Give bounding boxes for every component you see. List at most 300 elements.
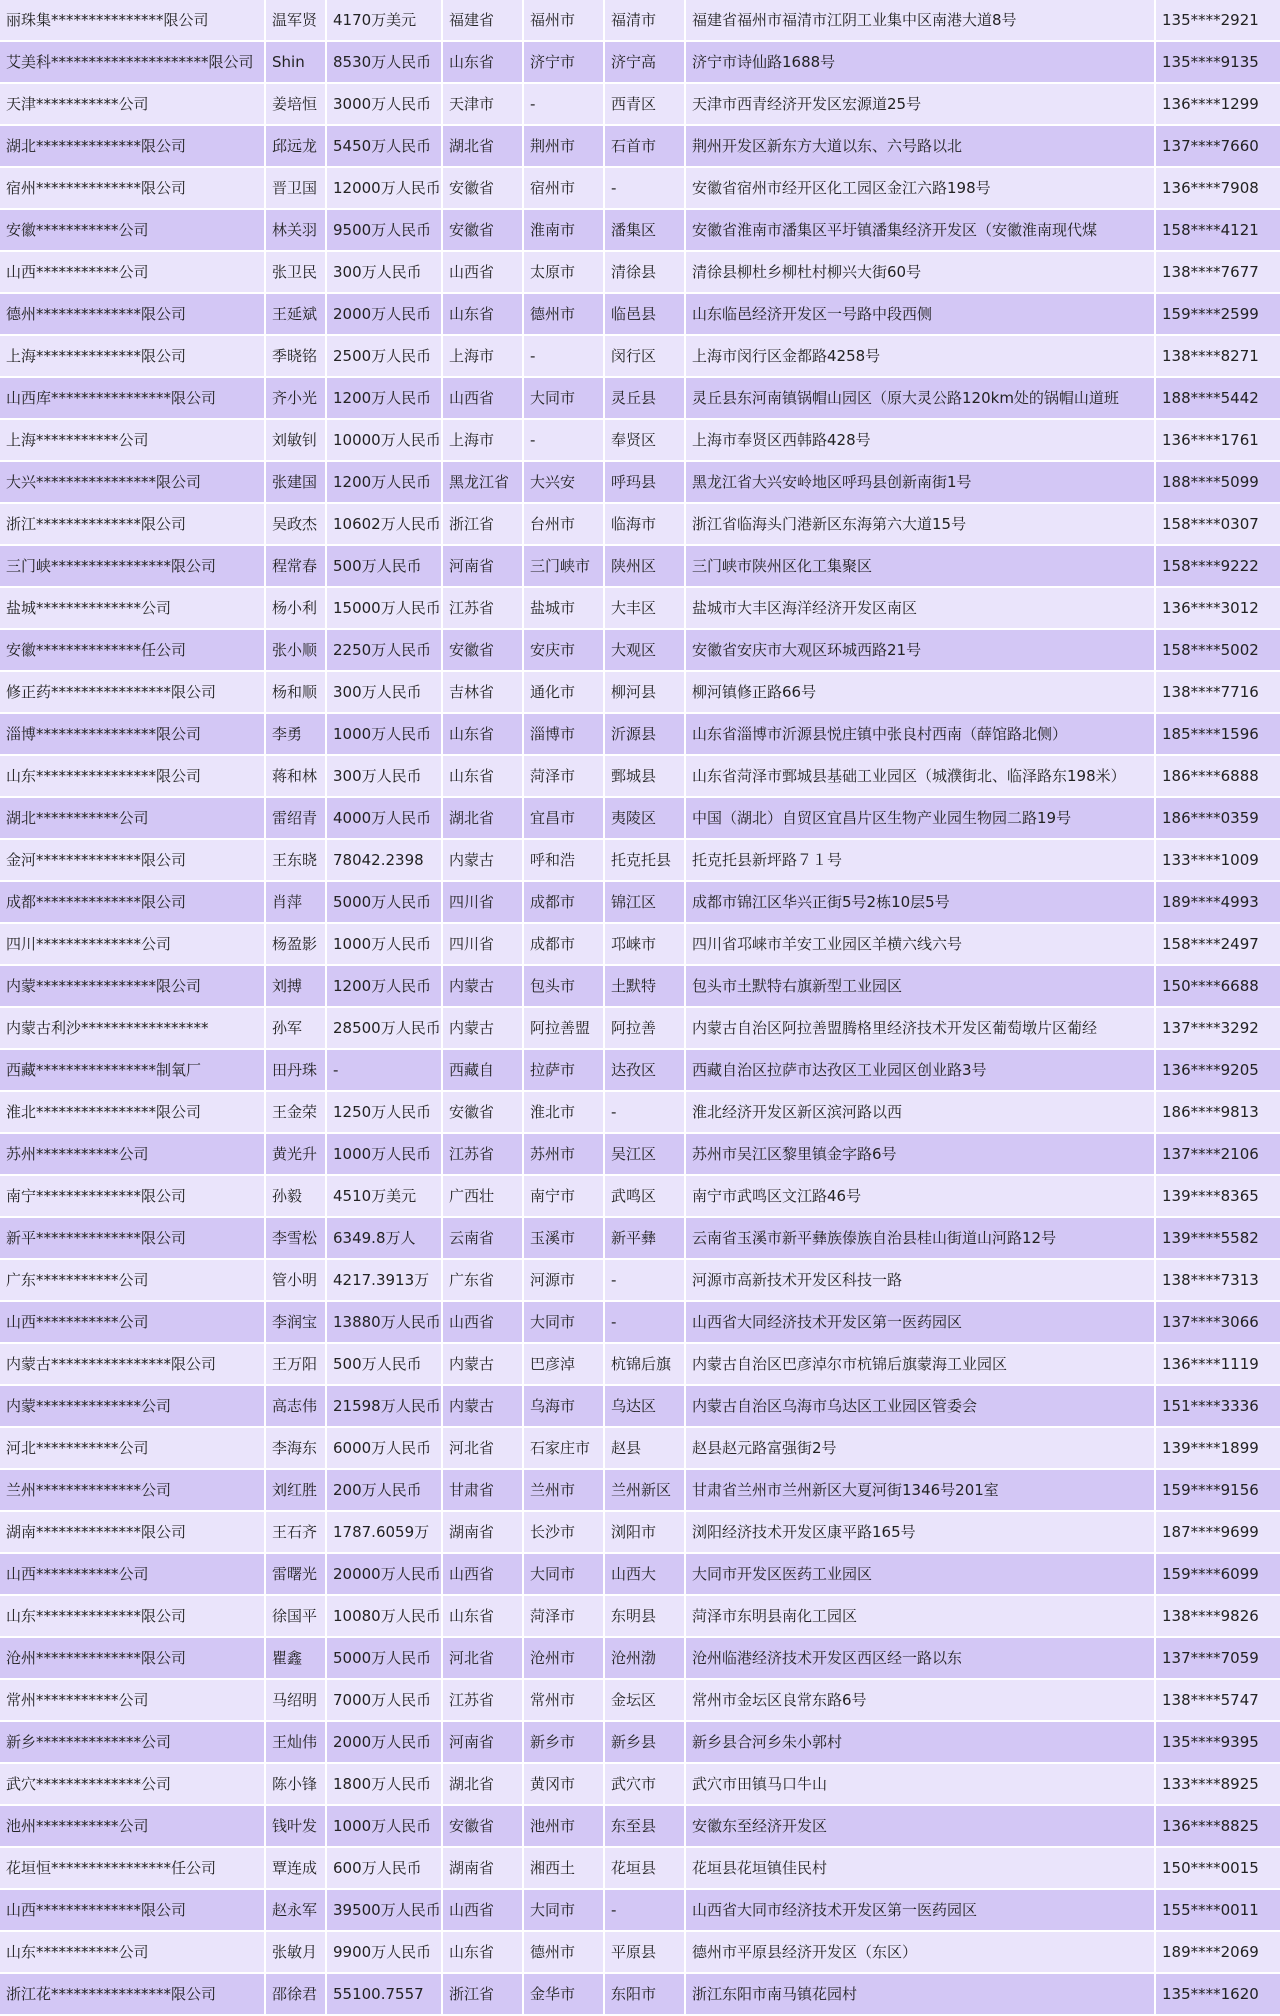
company-name-cell: 兰州**************公司 <box>0 1470 266 1512</box>
registered-capital-cell: 5000万人民币 <box>327 1638 443 1680</box>
city-cell: 成都市 <box>524 924 605 966</box>
legal-rep-cell: 高志伟 <box>266 1386 327 1428</box>
table-row <box>0 168 1280 210</box>
province-cell: 湖南省 <box>443 1512 524 1554</box>
address-cell: 安徽省安庆市大观区环城西路21号 <box>686 630 1156 672</box>
address-cell: 安徽东至经济开发区 <box>686 1806 1156 1848</box>
city-cell: 德州市 <box>524 294 605 336</box>
district-cell: 柳河县 <box>605 672 686 714</box>
district-cell: 花垣县 <box>605 1848 686 1890</box>
province-cell: 山西省 <box>443 252 524 294</box>
city-cell: 宿州市 <box>524 168 605 210</box>
address-cell: 福建省福州市福清市江阴工业集中区南港大道8号 <box>686 0 1156 42</box>
company-name-cell: 上海***********公司 <box>0 420 266 462</box>
company-name-cell: 湖北***********公司 <box>0 798 266 840</box>
legal-rep-cell: 杨盈影 <box>266 924 327 966</box>
province-cell: 山西省 <box>443 378 524 420</box>
legal-rep-cell: 钱叶发 <box>266 1806 327 1848</box>
district-cell: 灵丘县 <box>605 378 686 420</box>
legal-rep-cell: 张敏月 <box>266 1932 327 1974</box>
registered-capital-cell: 1000万人民币 <box>327 714 443 756</box>
province-cell: 安徽省 <box>443 1092 524 1134</box>
city-cell: - <box>524 336 605 378</box>
province-cell: 云南省 <box>443 1218 524 1260</box>
district-cell: 福清市 <box>605 0 686 42</box>
phone-cell: 135****9395 <box>1156 1722 1280 1764</box>
phone-cell: 138****7716 <box>1156 672 1280 714</box>
table-row <box>0 1386 1280 1428</box>
registered-capital-cell: 12000万人民币 <box>327 168 443 210</box>
address-cell: 三门峡市陕州区化工集聚区 <box>686 546 1156 588</box>
district-cell: 东明县 <box>605 1596 686 1638</box>
legal-rep-cell: 张建国 <box>266 462 327 504</box>
legal-rep-cell: 王东晓 <box>266 840 327 882</box>
registered-capital-cell: 4217.3913万 <box>327 1260 443 1302</box>
legal-rep-cell: 王延斌 <box>266 294 327 336</box>
city-cell: 新乡市 <box>524 1722 605 1764</box>
district-cell: 鄄城县 <box>605 756 686 798</box>
phone-cell: 135****9135 <box>1156 42 1280 84</box>
legal-rep-cell: 杨小利 <box>266 588 327 630</box>
district-cell: 新平彝 <box>605 1218 686 1260</box>
city-cell: 玉溪市 <box>524 1218 605 1260</box>
province-cell: 内蒙古 <box>443 1344 524 1386</box>
registered-capital-cell: 39500万人民币 <box>327 1890 443 1932</box>
phone-cell: 150****0015 <box>1156 1848 1280 1890</box>
address-cell: 河源市高新技术开发区科技一路 <box>686 1260 1156 1302</box>
phone-cell: 159****2599 <box>1156 294 1280 336</box>
city-cell: - <box>524 84 605 126</box>
registered-capital-cell: 1000万人民币 <box>327 924 443 966</box>
table-row <box>0 336 1280 378</box>
company-name-cell: 山西库****************限公司 <box>0 378 266 420</box>
registered-capital-cell: 5000万人民币 <box>327 882 443 924</box>
company-name-cell: 山西***********公司 <box>0 252 266 294</box>
district-cell: 沂源县 <box>605 714 686 756</box>
registered-capital-cell: 20000万人民币 <box>327 1554 443 1596</box>
province-cell: 江苏省 <box>443 1680 524 1722</box>
registered-capital-cell: 2000万人民币 <box>327 1722 443 1764</box>
phone-cell: 186****6888 <box>1156 756 1280 798</box>
phone-cell: 186****9813 <box>1156 1092 1280 1134</box>
table-row <box>0 504 1280 546</box>
district-cell: 奉贤区 <box>605 420 686 462</box>
province-cell: 广东省 <box>443 1260 524 1302</box>
legal-rep-cell: 王金荣 <box>266 1092 327 1134</box>
company-name-cell: 金河**************限公司 <box>0 840 266 882</box>
district-cell: 呼玛县 <box>605 462 686 504</box>
city-cell: 德州市 <box>524 1932 605 1974</box>
table-row <box>0 1470 1280 1512</box>
province-cell: 湖北省 <box>443 798 524 840</box>
legal-rep-cell: 王石齐 <box>266 1512 327 1554</box>
table-row <box>0 546 1280 588</box>
phone-cell: 188****5442 <box>1156 378 1280 420</box>
district-cell: 大丰区 <box>605 588 686 630</box>
district-cell: 大观区 <box>605 630 686 672</box>
table-row <box>0 0 1280 42</box>
company-name-cell: 内蒙古利沙***************** <box>0 1008 266 1050</box>
legal-rep-cell: 刘红胜 <box>266 1470 327 1512</box>
table-row <box>0 84 1280 126</box>
table-row <box>0 1092 1280 1134</box>
phone-cell: 136****3012 <box>1156 588 1280 630</box>
table-row <box>0 672 1280 714</box>
province-cell: 湖北省 <box>443 126 524 168</box>
table-row <box>0 966 1280 1008</box>
registered-capital-cell: 4170万美元 <box>327 0 443 42</box>
address-cell: 济宁市诗仙路1688号 <box>686 42 1156 84</box>
company-name-cell: 三门峡****************限公司 <box>0 546 266 588</box>
legal-rep-cell: 雷绍青 <box>266 798 327 840</box>
province-cell: 山东省 <box>443 714 524 756</box>
company-name-cell: 四川**************公司 <box>0 924 266 966</box>
company-name-cell: 安徽**************任公司 <box>0 630 266 672</box>
table-row <box>0 840 1280 882</box>
legal-rep-cell: 姜培恒 <box>266 84 327 126</box>
legal-rep-cell: 田丹珠 <box>266 1050 327 1092</box>
table-row <box>0 1512 1280 1554</box>
city-cell: 安庆市 <box>524 630 605 672</box>
company-name-cell: 山西***********公司 <box>0 1302 266 1344</box>
registered-capital-cell: 500万人民币 <box>327 546 443 588</box>
phone-cell: 136****1761 <box>1156 420 1280 462</box>
address-cell: 包头市土默特右旗新型工业园区 <box>686 966 1156 1008</box>
address-cell: 内蒙古自治区巴彦淖尔市杭锦后旗蒙海工业园区 <box>686 1344 1156 1386</box>
city-cell: 太原市 <box>524 252 605 294</box>
address-cell: 淮北经济开发区新区滨河路以西 <box>686 1092 1156 1134</box>
registered-capital-cell: 1000万人民币 <box>327 1134 443 1176</box>
city-cell: 南宁市 <box>524 1176 605 1218</box>
registered-capital-cell: 500万人民币 <box>327 1344 443 1386</box>
phone-cell: 137****2106 <box>1156 1134 1280 1176</box>
address-cell: 托克托县新坪路７１号 <box>686 840 1156 882</box>
table-row <box>0 1722 1280 1764</box>
legal-rep-cell: 刘搏 <box>266 966 327 1008</box>
table-row <box>0 1596 1280 1638</box>
province-cell: 四川省 <box>443 924 524 966</box>
legal-rep-cell: 覃连成 <box>266 1848 327 1890</box>
address-cell: 内蒙古自治区阿拉善盟腾格里经济技术开发区葡萄墩片区葡经 <box>686 1008 1156 1050</box>
registered-capital-cell: 28500万人民币 <box>327 1008 443 1050</box>
city-cell: 盐城市 <box>524 588 605 630</box>
company-name-cell: 苏州***********公司 <box>0 1134 266 1176</box>
province-cell: 山西省 <box>443 1554 524 1596</box>
company-name-cell: 浙江花****************限公司 <box>0 1974 266 2016</box>
phone-cell: 189****2069 <box>1156 1932 1280 1974</box>
province-cell: 山东省 <box>443 756 524 798</box>
company-name-cell: 武穴**************公司 <box>0 1764 266 1806</box>
table-row <box>0 1176 1280 1218</box>
table-row <box>0 378 1280 420</box>
registered-capital-cell: 300万人民币 <box>327 252 443 294</box>
city-cell: 大同市 <box>524 1890 605 1932</box>
table-row <box>0 714 1280 756</box>
address-cell: 山东临邑经济开发区一号路中段西侧 <box>686 294 1156 336</box>
district-cell: 土默特 <box>605 966 686 1008</box>
registered-capital-cell: 1787.6059万 <box>327 1512 443 1554</box>
district-cell: 沧州渤 <box>605 1638 686 1680</box>
district-cell: 闵行区 <box>605 336 686 378</box>
table-row <box>0 1974 1280 2016</box>
phone-cell: 155****0011 <box>1156 1890 1280 1932</box>
legal-rep-cell: 李海东 <box>266 1428 327 1470</box>
table-row <box>0 1638 1280 1680</box>
table-row <box>0 420 1280 462</box>
legal-rep-cell: 马绍明 <box>266 1680 327 1722</box>
province-cell: 山东省 <box>443 42 524 84</box>
registered-capital-cell: 1200万人民币 <box>327 966 443 1008</box>
phone-cell: 133****8925 <box>1156 1764 1280 1806</box>
phone-cell: 137****7059 <box>1156 1638 1280 1680</box>
address-cell: 成都市锦江区华兴正街5号2栋10层5号 <box>686 882 1156 924</box>
district-cell: 平原县 <box>605 1932 686 1974</box>
company-name-cell: 常州***********公司 <box>0 1680 266 1722</box>
registered-capital-cell: 200万人民币 <box>327 1470 443 1512</box>
province-cell: 江苏省 <box>443 588 524 630</box>
address-cell: 黑龙江省大兴安岭地区呼玛县创新南街1号 <box>686 462 1156 504</box>
table-row <box>0 126 1280 168</box>
address-cell: 天津市西青经济开发区宏源道25号 <box>686 84 1156 126</box>
legal-rep-cell: 晋卫国 <box>266 168 327 210</box>
registered-capital-cell: 2500万人民币 <box>327 336 443 378</box>
city-cell: 乌海市 <box>524 1386 605 1428</box>
city-cell: - <box>524 420 605 462</box>
city-cell: 金华市 <box>524 1974 605 2016</box>
company-name-cell: 内蒙****************限公司 <box>0 966 266 1008</box>
province-cell: 西藏自 <box>443 1050 524 1092</box>
district-cell: - <box>605 1260 686 1302</box>
table-row <box>0 1134 1280 1176</box>
company-name-cell: 盐城**************公司 <box>0 588 266 630</box>
district-cell: - <box>605 1890 686 1932</box>
phone-cell: 139****1899 <box>1156 1428 1280 1470</box>
address-cell: 清徐县柳杜乡柳杜村柳兴大街60号 <box>686 252 1156 294</box>
district-cell: 临邑县 <box>605 294 686 336</box>
legal-rep-cell: Shin <box>266 42 327 84</box>
registered-capital-cell: 2000万人民币 <box>327 294 443 336</box>
registered-capital-cell: 1800万人民币 <box>327 1764 443 1806</box>
legal-rep-cell: 管小明 <box>266 1260 327 1302</box>
registered-capital-cell: 7000万人民币 <box>327 1680 443 1722</box>
table-row <box>0 1302 1280 1344</box>
phone-cell: 136****1119 <box>1156 1344 1280 1386</box>
table-row <box>0 42 1280 84</box>
registered-capital-cell: 1200万人民币 <box>327 378 443 420</box>
province-cell: 黑龙江省 <box>443 462 524 504</box>
province-cell: 江苏省 <box>443 1134 524 1176</box>
province-cell: 山西省 <box>443 1890 524 1932</box>
registered-capital-cell: 21598万人民币 <box>327 1386 443 1428</box>
district-cell: 金坛区 <box>605 1680 686 1722</box>
registered-capital-cell: 9500万人民币 <box>327 210 443 252</box>
phone-cell: 136****8825 <box>1156 1806 1280 1848</box>
table-row <box>0 588 1280 630</box>
phone-cell: 150****6688 <box>1156 966 1280 1008</box>
province-cell: 湖北省 <box>443 1764 524 1806</box>
registered-capital-cell: 5450万人民币 <box>327 126 443 168</box>
registered-capital-cell: 6349.8万人 <box>327 1218 443 1260</box>
address-cell: 安徽省淮南市潘集区平圩镇潘集经济开发区（安徽淮南现代煤 <box>686 210 1156 252</box>
address-cell: 浏阳经济技术开发区康平路165号 <box>686 1512 1156 1554</box>
address-cell: 山西省大同经济技术开发区第一医药园区 <box>686 1302 1156 1344</box>
table-row <box>0 1848 1280 1890</box>
phone-cell: 139****5582 <box>1156 1218 1280 1260</box>
city-cell: 大兴安 <box>524 462 605 504</box>
city-cell: 大同市 <box>524 1554 605 1596</box>
legal-rep-cell: 程常春 <box>266 546 327 588</box>
address-cell: 武穴市田镇马口牛山 <box>686 1764 1156 1806</box>
table-row <box>0 1428 1280 1470</box>
company-name-cell: 安徽***********公司 <box>0 210 266 252</box>
registered-capital-cell: 300万人民币 <box>327 756 443 798</box>
district-cell: 潘集区 <box>605 210 686 252</box>
company-name-cell: 淄博****************限公司 <box>0 714 266 756</box>
city-cell: 苏州市 <box>524 1134 605 1176</box>
district-cell: 武穴市 <box>605 1764 686 1806</box>
legal-rep-cell: 徐国平 <box>266 1596 327 1638</box>
legal-rep-cell: 陈小锋 <box>266 1764 327 1806</box>
address-cell: 内蒙古自治区乌海市乌达区工业园区管委会 <box>686 1386 1156 1428</box>
phone-cell: 138****7677 <box>1156 252 1280 294</box>
table-row <box>0 1260 1280 1302</box>
legal-rep-cell: 吴政杰 <box>266 504 327 546</box>
table-row <box>0 294 1280 336</box>
address-cell: 德州市平原县经济开发区（东区） <box>686 1932 1156 1974</box>
company-name-cell: 沧州**************限公司 <box>0 1638 266 1680</box>
district-cell: - <box>605 1092 686 1134</box>
district-cell: 浏阳市 <box>605 1512 686 1554</box>
district-cell: 吴江区 <box>605 1134 686 1176</box>
city-cell: 池州市 <box>524 1806 605 1848</box>
table-row <box>0 1218 1280 1260</box>
district-cell: 东至县 <box>605 1806 686 1848</box>
table-row <box>0 1554 1280 1596</box>
address-cell: 苏州市吴江区黎里镇金字路6号 <box>686 1134 1156 1176</box>
phone-cell: 151****3336 <box>1156 1386 1280 1428</box>
address-cell: 南宁市武鸣区文江路46号 <box>686 1176 1156 1218</box>
company-name-cell: 成都**************限公司 <box>0 882 266 924</box>
phone-cell: 158****4121 <box>1156 210 1280 252</box>
registered-capital-cell: 15000万人民币 <box>327 588 443 630</box>
company-name-cell: 池州***********公司 <box>0 1806 266 1848</box>
address-cell: 甘肃省兰州市兰州新区大夏河街1346号201室 <box>686 1470 1156 1512</box>
province-cell: 上海市 <box>443 336 524 378</box>
district-cell: 西青区 <box>605 84 686 126</box>
district-cell: 锦江区 <box>605 882 686 924</box>
city-cell: 大同市 <box>524 378 605 420</box>
legal-rep-cell: 杨和顺 <box>266 672 327 714</box>
phone-cell: 138****9826 <box>1156 1596 1280 1638</box>
province-cell: 安徽省 <box>443 630 524 672</box>
company-name-cell: 修正药****************限公司 <box>0 672 266 714</box>
province-cell: 吉林省 <box>443 672 524 714</box>
company-name-cell: 河北***********公司 <box>0 1428 266 1470</box>
registered-capital-cell: 10000万人民币 <box>327 420 443 462</box>
address-cell: 西藏自治区拉萨市达孜区工业园区创业路3号 <box>686 1050 1156 1092</box>
table-row <box>0 1680 1280 1722</box>
company-name-cell: 新平**************限公司 <box>0 1218 266 1260</box>
legal-rep-cell: 邵徐君 <box>266 1974 327 2016</box>
city-cell: 菏泽市 <box>524 1596 605 1638</box>
address-cell: 常州市金坛区良常东路6号 <box>686 1680 1156 1722</box>
city-cell: 呼和浩 <box>524 840 605 882</box>
table-row <box>0 1932 1280 1974</box>
legal-rep-cell: 孙毅 <box>266 1176 327 1218</box>
company-name-cell: 山东****************限公司 <box>0 756 266 798</box>
province-cell: 福建省 <box>443 0 524 42</box>
address-cell: 新乡县合河乡朱小郭村 <box>686 1722 1156 1764</box>
legal-rep-cell: 张卫民 <box>266 252 327 294</box>
registered-capital-cell: 8530万人民币 <box>327 42 443 84</box>
district-cell: - <box>605 1302 686 1344</box>
phone-cell: 136****1299 <box>1156 84 1280 126</box>
registered-capital-cell: 9900万人民币 <box>327 1932 443 1974</box>
table-row <box>0 210 1280 252</box>
city-cell: 河源市 <box>524 1260 605 1302</box>
province-cell: 浙江省 <box>443 1974 524 2016</box>
company-name-cell: 大兴****************限公司 <box>0 462 266 504</box>
province-cell: 上海市 <box>443 420 524 462</box>
company-name-cell: 山东**************限公司 <box>0 1596 266 1638</box>
table-row <box>0 630 1280 672</box>
legal-rep-cell: 王灿伟 <box>266 1722 327 1764</box>
phone-cell: 135****2921 <box>1156 0 1280 42</box>
address-cell: 云南省玉溪市新平彝族傣族自治县桂山街道山河路12号 <box>686 1218 1156 1260</box>
table-row <box>0 1008 1280 1050</box>
legal-rep-cell: 季晓铭 <box>266 336 327 378</box>
company-name-cell: 淮北****************限公司 <box>0 1092 266 1134</box>
province-cell: 河南省 <box>443 1722 524 1764</box>
registered-capital-cell: 4000万人民币 <box>327 798 443 840</box>
legal-rep-cell: 孙军 <box>266 1008 327 1050</box>
registered-capital-cell: 10602万人民币 <box>327 504 443 546</box>
district-cell: 武鸣区 <box>605 1176 686 1218</box>
city-cell: 淮南市 <box>524 210 605 252</box>
company-name-cell: 德州**************限公司 <box>0 294 266 336</box>
registered-capital-cell: - <box>327 1050 443 1092</box>
company-name-cell: 广东***********公司 <box>0 1260 266 1302</box>
province-cell: 天津市 <box>443 84 524 126</box>
district-cell: 杭锦后旗 <box>605 1344 686 1386</box>
address-cell: 沧州临港经济技术开发区西区经一路以东 <box>686 1638 1156 1680</box>
registered-capital-cell: 13880万人民币 <box>327 1302 443 1344</box>
company-name-cell: 新乡**************公司 <box>0 1722 266 1764</box>
legal-rep-cell: 邱远龙 <box>266 126 327 168</box>
district-cell: 乌达区 <box>605 1386 686 1428</box>
company-name-cell: 山西***********公司 <box>0 1554 266 1596</box>
phone-cell: 158****9222 <box>1156 546 1280 588</box>
phone-cell: 185****1596 <box>1156 714 1280 756</box>
phone-cell: 136****9205 <box>1156 1050 1280 1092</box>
province-cell: 山东省 <box>443 1596 524 1638</box>
company-name-cell: 山东***********公司 <box>0 1932 266 1974</box>
legal-rep-cell: 温军贤 <box>266 0 327 42</box>
district-cell: 石首市 <box>605 126 686 168</box>
table-row <box>0 252 1280 294</box>
phone-cell: 138****8271 <box>1156 336 1280 378</box>
company-name-cell: 南宁**************限公司 <box>0 1176 266 1218</box>
address-cell: 上海市奉贤区西韩路428号 <box>686 420 1156 462</box>
registered-capital-cell: 300万人民币 <box>327 672 443 714</box>
company-name-cell: 山西**************限公司 <box>0 1890 266 1932</box>
table-row <box>0 1806 1280 1848</box>
province-cell: 山东省 <box>443 294 524 336</box>
registered-capital-cell: 2250万人民币 <box>327 630 443 672</box>
province-cell: 安徽省 <box>443 1806 524 1848</box>
address-cell: 山西省大同市经济技术开发区第一医药园区 <box>686 1890 1156 1932</box>
province-cell: 河北省 <box>443 1428 524 1470</box>
